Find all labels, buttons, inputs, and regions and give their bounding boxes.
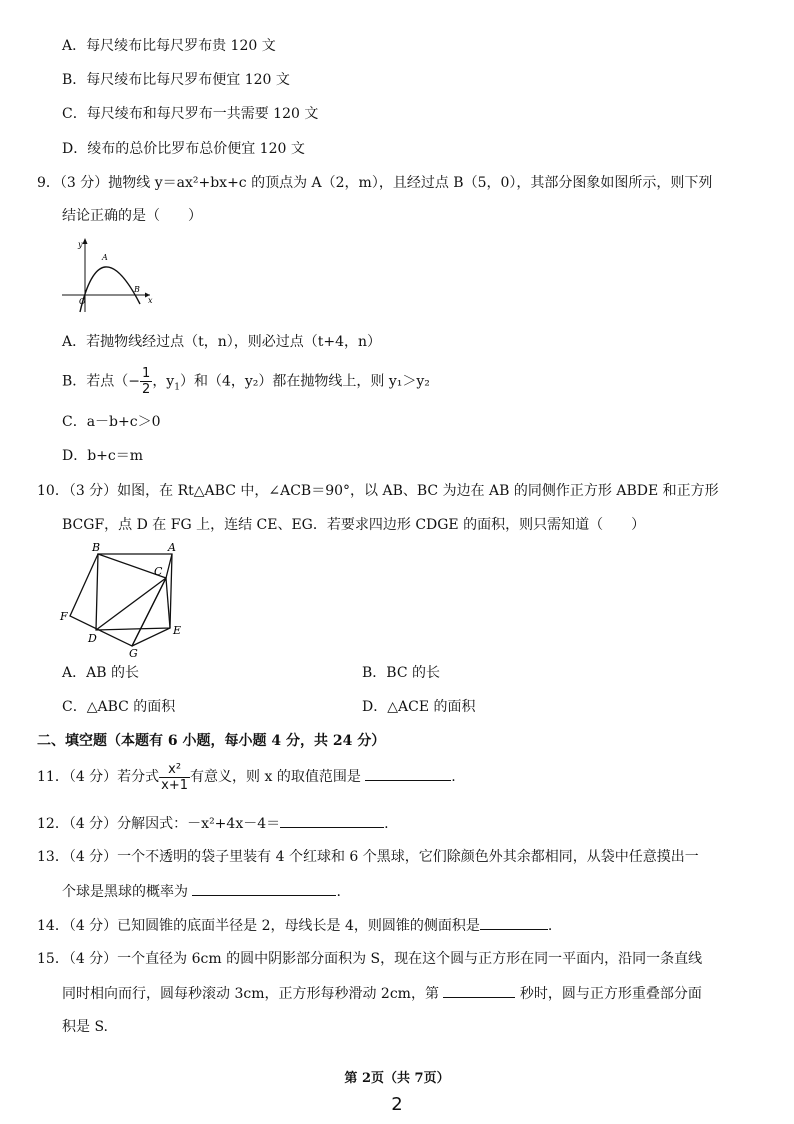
q14-prefix: 14．（4 分）已知圆锥的底面半径是 2，母线长是 4，则圆锥的侧面积是 — [37, 918, 480, 934]
q9-option-b-subscript: 1 — [174, 382, 180, 393]
page-number: 2 — [391, 1094, 403, 1115]
q12-period: . — [384, 816, 389, 832]
q12-prefix: 12．（4 分）分解因式：－x²+4x－4＝ — [37, 816, 281, 832]
q9-label-x: x — [148, 296, 153, 305]
q10-label-c: C — [154, 565, 163, 578]
q9-label-a: A — [102, 253, 108, 262]
q10-option-b: B．BC 的长 — [362, 665, 440, 681]
q12-answer-blank — [280, 813, 384, 828]
q11-suffix: 有意义，则 x 的取值范围是 — [190, 769, 361, 785]
q14 — [37, 915, 552, 936]
q11-period: . — [451, 769, 456, 785]
q11-answer-blank — [365, 766, 451, 781]
fraction-numerator: x² — [159, 762, 190, 778]
q8-option-a: A．每尺绫布比每尺罗布贵 120 文 — [62, 38, 276, 54]
q10-option-a: A．AB 的长 — [62, 665, 139, 681]
q10-squares-figure — [58, 538, 188, 658]
q14-answer-blank — [480, 915, 548, 930]
q10-label-b: B — [92, 541, 101, 554]
q13-line2 — [62, 881, 341, 902]
q11-prefix: 11．（4 分）若分式 — [37, 769, 160, 785]
q10-option-d: D．△ACE 的面积 — [362, 699, 476, 715]
q12 — [37, 813, 389, 834]
q8-option-c: C．每尺绫布和每尺罗布一共需要 120 文 — [62, 106, 319, 122]
q10-label-e: E — [173, 624, 182, 637]
q9-option-a: A．若抛物线经过点（t，n），则必过点（t+4，n） — [62, 334, 382, 350]
q15-suffix: 秒时，圆与正方形重叠部分面 — [519, 986, 702, 1002]
q10-stem-line2: BCGF，点 D 在 FG 上，连结 CE、EG．若要求四边形 CDGE 的面积，则只需知道（ ） — [62, 517, 646, 533]
q9-option-b — [62, 366, 430, 397]
fraction-numerator: 1 — [142, 366, 151, 381]
q10-label-f: F — [60, 610, 68, 623]
q11-fraction — [159, 762, 190, 793]
q15-line2 — [62, 983, 702, 1004]
q11 — [37, 760, 456, 794]
q13-line1: 13．（4 分）一个不透明的袋子里装有 4 个红球和 6 个黑球，它们除颜色外其余都相同，从袋中任意摸出一 — [37, 849, 699, 865]
q9-label-b: B — [134, 285, 140, 294]
q10-label-a: A — [168, 541, 176, 554]
q9-stem-line1: 9．（3 分）抛物线 y＝ax²+bx+c 的顶点为 A（2，m），且经过点 B（5，0），其部分图象如图所示，则下列 — [37, 175, 713, 191]
q9-label-y: y — [78, 240, 83, 249]
q10-label-d: D — [88, 632, 97, 645]
fraction-denominator: x+1 — [161, 777, 189, 793]
q9-option-c: C．a－b+c＞0 — [62, 414, 161, 430]
fraction-denominator: 2 — [142, 382, 151, 397]
section2-title: 二、填空题（本题有 6 小题，每小题 4 分，共 24 分） — [37, 733, 386, 749]
q10-option-c: C．△ABC 的面积 — [62, 699, 176, 715]
q9-option-b-middle: ，y — [152, 373, 175, 390]
q8-option-d: D．绫布的总价比罗布总价便宜 120 文 — [62, 141, 305, 157]
q13-period: . — [336, 884, 341, 900]
q9-option-d: D．b+c＝m — [62, 448, 144, 464]
q8-option-b: B．每尺绫布比每尺罗布便宜 120 文 — [62, 72, 290, 88]
q9-option-b-minus: − — [128, 373, 141, 390]
q13-prefix: 个球是黑球的概率为 — [62, 884, 188, 900]
q15-prefix: 同时相向而行，圆每秒滚动 3cm，正方形每秒滑动 2cm，第 — [62, 986, 439, 1002]
q15-line3: 积是 S. — [62, 1019, 108, 1035]
q9-option-b-suffix: ）和（4，y₂）都在抛物线上，则 y₁＞y₂ — [179, 373, 430, 390]
q9-stem-line2: 结论正确的是（ ） — [62, 208, 202, 224]
page-footer: 第 2页（共 7页） — [344, 1071, 450, 1086]
q15-line1: 15．（4 分）一个直径为 6cm 的圆中阴影部分面积为 S，现在这个圆与正方形在同一平面内，沿同一条直线 — [37, 951, 703, 967]
q9-label-o: O — [79, 297, 86, 306]
q13-answer-blank — [192, 881, 336, 896]
q10-label-g: G — [129, 647, 138, 658]
q14-period: . — [547, 918, 553, 934]
q9-option-b-prefix: B．若点（ — [62, 373, 129, 390]
q9-option-b-fraction — [140, 366, 152, 397]
q15-answer-blank — [443, 983, 515, 998]
q10-stem-line1: 10．（3 分）如图，在 Rt△ABC 中，∠ACB＝90°，以 AB、BC 为边在 AB 的同侧作正方形 ABDE 和正方形 — [37, 483, 719, 499]
q9-parabola-graph — [62, 236, 162, 316]
